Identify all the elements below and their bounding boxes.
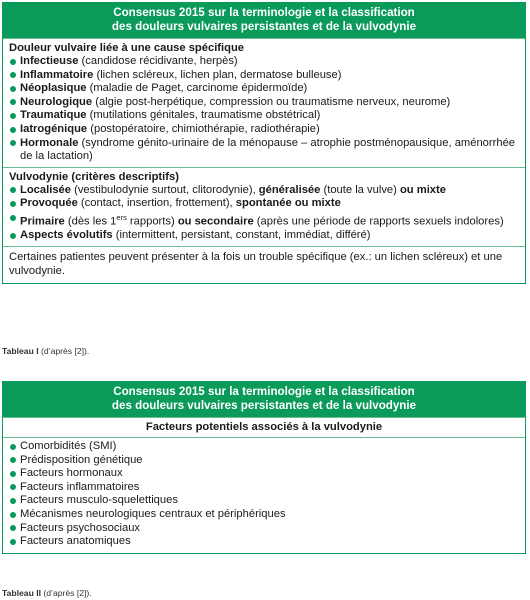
item-term: Inflammatoire — [20, 68, 94, 81]
item-term: Hormonale — [20, 136, 79, 149]
caption-table-1 — [2, 346, 89, 356]
item-term: Néoplasique — [20, 82, 87, 95]
bullet-icon — [10, 498, 16, 504]
bullet-icon — [10, 86, 16, 92]
table-2-header — [3, 382, 525, 417]
bullet-icon — [10, 201, 16, 207]
item-detail: (vestibulodynie surtout, clitorodynie), — [71, 183, 259, 196]
section-vulvodynia — [3, 167, 525, 246]
caption-text: (d’après [2]). — [38, 346, 90, 356]
item-term: Infectieuse — [20, 55, 79, 67]
list-item — [9, 137, 519, 164]
item-detail: (maladie de Paget, carcinome épidermoïde) — [86, 82, 308, 95]
item-detail: (algie post-herpétique, compression ou traumatisme nerveux, neurome) — [92, 95, 451, 108]
bullet-icon — [10, 59, 16, 65]
item-term: généralisée — [258, 183, 321, 196]
bullet-icon — [10, 525, 16, 531]
list-item — [9, 440, 519, 454]
table-1-header-line-2: des douleurs vulvaires persistantes et de la vulvodynie — [111, 20, 417, 33]
item-term: Traumatique — [20, 109, 87, 122]
item-term: Neurologique — [20, 95, 93, 108]
list-item — [9, 184, 519, 198]
table-2-header-line-2: des douleurs vulvaires persistantes et de la vulvodynie — [111, 399, 417, 412]
list-item — [9, 123, 519, 137]
section-title: Facteurs potentiels associés à la vulvodynie — [145, 421, 383, 433]
item-detail: (mutilations génitales, traumatisme obstétrical) — [86, 109, 321, 122]
list-item — [9, 522, 519, 536]
item-text: Comorbidités (SMI) — [20, 440, 117, 452]
bullet-icon — [10, 512, 16, 518]
item-detail: (toute la vulve) — [320, 183, 400, 196]
table-1-header-line-1: Consensus 2015 sur la terminologie et la classification — [113, 6, 415, 19]
table-1-note: Certaines patientes peuvent présenter à la fois un trouble spécifique (ex.: un lichen scléreux) et une vulvodynie. — [3, 246, 525, 283]
item-term: Primaire — [20, 215, 65, 228]
bullet-icon — [10, 140, 16, 146]
vulvodynia-criteria-list — [9, 184, 519, 243]
list-item — [9, 96, 519, 110]
item-text: Facteurs anatomiques — [20, 535, 131, 548]
table-1-header — [3, 3, 525, 38]
item-text: Mécanismes neurologiques centraux et périphériques — [20, 507, 286, 520]
list-item — [9, 481, 519, 495]
item-detail: (postopératoire, chimiothérapie, radiothérapie) — [87, 122, 320, 135]
item-term: Localisée — [20, 183, 71, 196]
list-item — [9, 69, 519, 83]
item-detail: (contact, insertion, frottement), — [77, 197, 236, 210]
associated-factors-list — [9, 440, 519, 549]
bullet-icon — [10, 457, 16, 463]
bullet-icon — [10, 233, 16, 239]
list-item — [9, 109, 519, 123]
item-text: Facteurs psychosociaux — [20, 521, 141, 534]
item-detail: rapports) — [126, 215, 178, 228]
section-title: Vulvodynie (critères descriptifs) — [9, 170, 179, 183]
bullet-icon — [10, 187, 16, 193]
bullet-icon — [10, 484, 16, 490]
bullet-icon — [10, 99, 16, 105]
item-text: Prédisposition génétique — [20, 453, 143, 466]
item-term: spontanée ou mixte — [235, 197, 341, 210]
table-2 — [2, 381, 526, 554]
list-item — [9, 55, 519, 69]
bullet-icon — [10, 113, 16, 119]
caption-text: (d’après [2]). — [41, 588, 92, 598]
item-text: Facteurs inflammatoires — [20, 480, 140, 493]
table-2-header-line-1: Consensus 2015 sur la terminologie et la classification — [113, 385, 415, 398]
item-text: Facteurs hormonaux — [20, 467, 123, 480]
bullet-icon — [10, 444, 16, 450]
list-item — [9, 467, 519, 481]
item-term: Iatrogénique — [20, 122, 88, 135]
caption-label: Tableau I — [2, 346, 39, 356]
superscript: ers — [116, 212, 127, 222]
section-specific-cause — [3, 38, 525, 167]
section-associated-factors — [3, 437, 525, 553]
bullet-icon — [10, 539, 16, 545]
list-item — [9, 82, 519, 96]
specific-cause-list — [9, 55, 519, 164]
list-item — [9, 197, 519, 211]
section-title: Douleur vulvaire liée à une cause spécifique — [9, 42, 245, 54]
list-item — [9, 454, 519, 468]
bullet-icon — [10, 471, 16, 477]
section-associated-factors-title — [3, 417, 525, 437]
list-item — [9, 229, 519, 243]
table-1 — [2, 2, 526, 284]
item-term: Aspects évolutifs — [20, 229, 113, 242]
bullet-icon — [10, 72, 16, 78]
item-detail: (lichen scléreux, lichen plan, dermatose bulleuse) — [93, 68, 342, 81]
item-detail: (intermittent, persistant, constant, immédiat, différé) — [112, 229, 371, 242]
list-item — [9, 535, 519, 549]
list-item — [9, 494, 519, 508]
item-term: ou secondaire — [177, 215, 254, 228]
caption-label: Tableau II — [2, 588, 41, 598]
item-detail: (après une période de rapports sexuels indolores) — [253, 215, 504, 228]
bullet-icon — [10, 215, 16, 221]
item-detail: (syndrome génito-urinaire de la ménopause – atrophie postménopausique, aménorrhée de la lactation) — [20, 136, 516, 163]
item-term: Provoquée — [20, 197, 78, 210]
caption-table-2 — [2, 588, 92, 598]
item-detail: (candidose récidivante, herpès) — [78, 55, 238, 67]
list-item — [9, 508, 519, 522]
item-term: ou mixte — [399, 183, 446, 196]
item-detail: (dès les 1 — [64, 215, 117, 228]
list-item — [9, 211, 519, 229]
bullet-icon — [10, 127, 16, 133]
item-text: Facteurs musculo-squelettiques — [20, 494, 178, 507]
